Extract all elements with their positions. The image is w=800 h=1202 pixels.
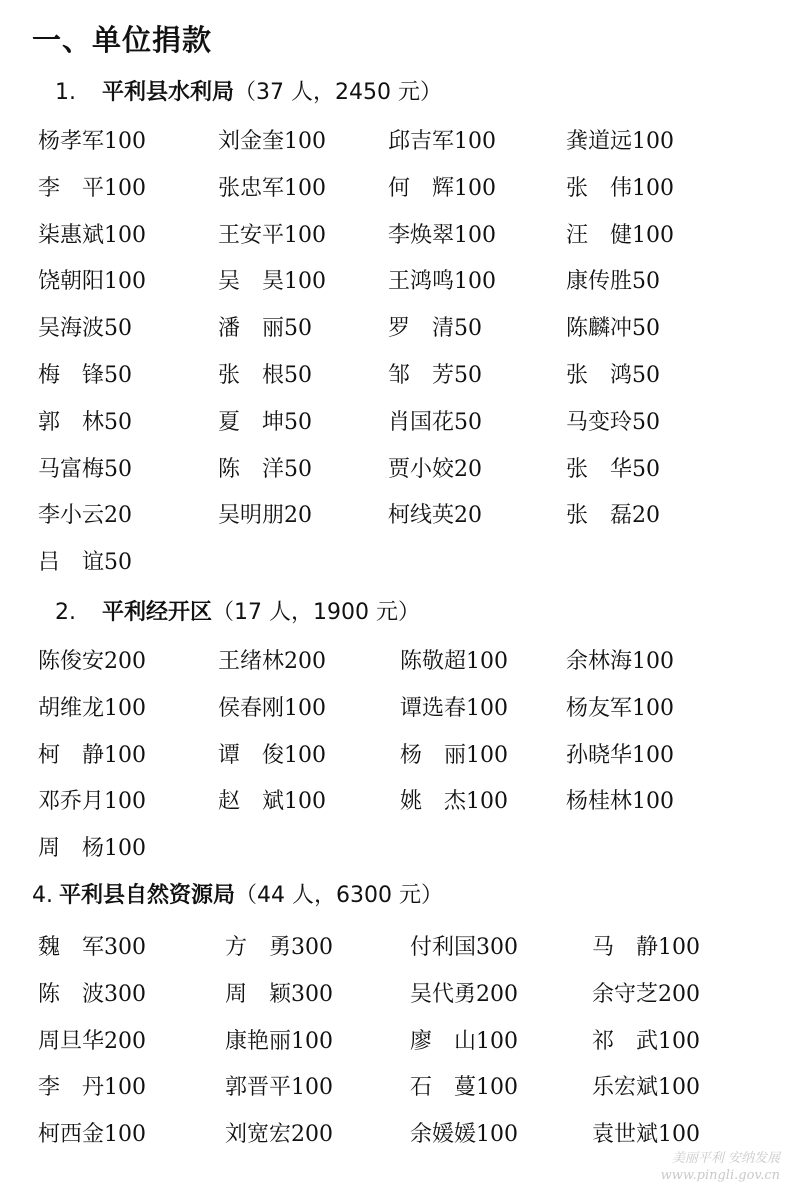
donor-entry xyxy=(38,356,132,396)
donor-name: 陈 波 xyxy=(38,981,105,1007)
donor-name: 杨桂林 xyxy=(566,789,633,815)
donor-name: 刘金奎 xyxy=(218,129,285,154)
donor-name: 柯西金 xyxy=(38,1122,105,1148)
donation-amount: 100 xyxy=(284,222,327,248)
donor-entry xyxy=(225,975,333,1015)
donor-name: 李小云 xyxy=(38,503,105,529)
donation-amount: 100 xyxy=(632,789,675,815)
donation-amount: 100 xyxy=(466,695,509,721)
donor-entry xyxy=(388,169,496,209)
donor-entry xyxy=(38,403,132,443)
donation-amount: 50 xyxy=(104,363,133,388)
donor-entry xyxy=(38,309,132,349)
section-name: 平利县自然资源局 xyxy=(59,883,236,908)
donor-entry xyxy=(566,496,660,536)
donor-name: 陈敬超 xyxy=(400,649,467,674)
donation-amount: 50 xyxy=(454,409,483,435)
donor-entry xyxy=(225,1115,333,1155)
donor-entry xyxy=(592,928,700,968)
donation-amount: 100 xyxy=(466,789,509,815)
donation-amount: 100 xyxy=(454,175,497,201)
donor-entry xyxy=(38,975,146,1015)
donation-amount: 50 xyxy=(454,363,483,388)
donor-entry xyxy=(218,309,312,349)
donor-entry xyxy=(388,403,482,443)
donation-amount: 300 xyxy=(104,981,147,1007)
donor-entry xyxy=(38,169,146,209)
donor-name: 康艳丽 xyxy=(225,1028,292,1054)
donor-name: 陈俊安 xyxy=(38,649,105,674)
donation-amount: 100 xyxy=(632,175,675,201)
donor-name: 吴海波 xyxy=(38,316,105,342)
section-name: 平利经开区 xyxy=(102,600,213,625)
donation-amount: 100 xyxy=(284,789,327,815)
donor-name: 李 平 xyxy=(38,175,105,201)
donation-amount: 100 xyxy=(454,269,497,295)
section-name: 平利县水利局 xyxy=(102,80,235,105)
donor-name: 罗 清 xyxy=(388,316,455,342)
site-watermark xyxy=(661,1150,780,1184)
donor-name: 陈麟冲 xyxy=(566,316,633,342)
donor-entry xyxy=(592,975,700,1015)
donor-entry xyxy=(38,216,146,256)
donor-name: 汪 健 xyxy=(566,222,633,248)
donor-entry xyxy=(592,1068,700,1108)
donor-name: 饶朝阳 xyxy=(38,269,105,295)
donation-amount: 20 xyxy=(632,503,661,529)
donor-entry xyxy=(38,450,132,490)
section-title xyxy=(55,595,420,626)
donation-amount: 50 xyxy=(104,316,133,342)
donor-entry xyxy=(400,736,508,776)
donation-amount: 100 xyxy=(476,1122,519,1148)
donor-name: 付利国 xyxy=(410,935,477,960)
donor-name: 陈 洋 xyxy=(218,456,285,482)
donation-amount: 200 xyxy=(658,981,701,1007)
donor-name: 张 伟 xyxy=(566,175,633,201)
donor-entry xyxy=(388,309,482,349)
donor-entry xyxy=(38,736,146,776)
donation-amount: 100 xyxy=(632,222,675,248)
donor-name: 刘宽宏 xyxy=(225,1122,292,1148)
section-title xyxy=(32,878,443,909)
donor-name: 柯线英 xyxy=(388,503,455,529)
donor-name: 王安平 xyxy=(218,222,285,248)
donation-amount: 100 xyxy=(632,649,675,674)
donor-name: 吴 昊 xyxy=(218,269,285,295)
donation-amount: 300 xyxy=(104,935,147,960)
donation-amount: 20 xyxy=(454,456,483,482)
donor-entry xyxy=(592,1022,700,1062)
donor-name: 余林海 xyxy=(566,649,633,674)
donor-entry xyxy=(388,262,496,302)
donor-entry xyxy=(218,496,312,536)
donor-name: 贾小姣 xyxy=(388,456,455,482)
donor-name: 王鸿鸣 xyxy=(388,269,455,295)
section-number: 2. xyxy=(55,600,76,625)
section-number: 4. xyxy=(32,883,53,908)
donor-entry xyxy=(388,216,496,256)
watermark-slogan: 美丽平利 安纳发展 xyxy=(671,1151,780,1166)
donor-name: 张忠军 xyxy=(218,175,285,201)
donor-name: 李 丹 xyxy=(38,1075,105,1101)
donation-amount: 300 xyxy=(291,981,334,1007)
donation-amount: 50 xyxy=(284,363,313,388)
donor-entry xyxy=(218,403,312,443)
donor-name: 邱吉军 xyxy=(388,129,455,154)
donation-amount: 100 xyxy=(632,742,675,768)
donor-entry xyxy=(388,122,496,162)
donor-entry xyxy=(38,829,146,869)
donation-amount: 100 xyxy=(658,1028,701,1054)
donation-amount: 100 xyxy=(466,742,509,768)
section-number: 1. xyxy=(55,80,76,105)
donor-name: 马变玲 xyxy=(566,409,633,435)
donation-amount: 100 xyxy=(104,1122,147,1148)
section-summary: （37 人，2450 元） xyxy=(234,80,442,105)
donor-entry xyxy=(38,1022,146,1062)
donor-entry xyxy=(218,169,326,209)
donor-name: 方 勇 xyxy=(225,935,292,960)
donor-name: 柒惠斌 xyxy=(38,222,105,248)
donor-name: 侯春刚 xyxy=(218,695,285,721)
donor-entry xyxy=(38,782,146,822)
donation-amount: 20 xyxy=(104,503,133,529)
donor-name: 王绪林 xyxy=(218,649,285,674)
donation-amount: 100 xyxy=(104,175,147,201)
donation-amount: 50 xyxy=(454,316,483,342)
donor-name: 康传胜 xyxy=(566,269,633,295)
donation-amount: 50 xyxy=(104,550,133,576)
donor-entry xyxy=(566,736,674,776)
donor-entry xyxy=(225,1068,333,1108)
donor-name: 郭晋平 xyxy=(225,1075,292,1101)
donor-entry xyxy=(400,689,508,729)
donor-name: 龚道远 xyxy=(566,129,633,154)
donor-entry xyxy=(218,450,312,490)
donor-name: 姚 杰 xyxy=(400,789,467,815)
donation-amount: 100 xyxy=(466,649,509,674)
donation-amount: 50 xyxy=(632,363,661,388)
donor-name: 周旦华 xyxy=(38,1028,105,1054)
donation-amount: 100 xyxy=(632,129,675,154)
donor-entry xyxy=(218,356,312,396)
donation-amount: 20 xyxy=(284,503,313,529)
donor-name: 周 颖 xyxy=(225,981,292,1007)
donor-entry xyxy=(566,356,660,396)
donor-name: 杨 丽 xyxy=(400,742,467,768)
donation-amount: 50 xyxy=(284,409,313,435)
donor-name: 周 杨 xyxy=(38,836,105,862)
donor-name: 柯 静 xyxy=(38,742,105,768)
donor-name: 孙晓华 xyxy=(566,742,633,768)
donor-entry xyxy=(38,689,146,729)
donation-amount: 100 xyxy=(104,742,147,768)
donor-name: 祁 武 xyxy=(592,1028,659,1054)
donor-name: 张 磊 xyxy=(566,503,633,529)
donation-amount: 100 xyxy=(284,742,327,768)
donation-amount: 200 xyxy=(104,1028,147,1054)
donor-entry xyxy=(410,1115,518,1155)
section-summary: （17 人，1900 元） xyxy=(212,600,420,625)
donor-name: 杨孝军 xyxy=(38,129,105,154)
donor-name: 邹 芳 xyxy=(388,363,455,388)
donor-entry xyxy=(410,928,518,968)
donation-amount: 100 xyxy=(284,175,327,201)
donor-name: 余媛媛 xyxy=(410,1122,477,1148)
donor-entry xyxy=(566,262,660,302)
donation-amount: 50 xyxy=(104,456,133,482)
donor-name: 吕 谊 xyxy=(38,550,105,576)
donation-amount: 100 xyxy=(104,695,147,721)
donor-entry xyxy=(566,216,674,256)
donor-entry xyxy=(38,262,146,302)
donation-amount: 100 xyxy=(658,1122,701,1148)
donor-entry xyxy=(218,262,326,302)
donation-amount: 50 xyxy=(284,456,313,482)
donation-amount: 300 xyxy=(476,935,519,960)
donor-entry xyxy=(38,928,146,968)
donor-name: 吴代勇 xyxy=(410,981,477,1007)
donation-amount: 50 xyxy=(632,409,661,435)
section-title xyxy=(55,75,442,106)
donation-amount: 100 xyxy=(104,129,147,154)
donation-amount: 100 xyxy=(104,269,147,295)
donor-name: 廖 山 xyxy=(410,1028,477,1054)
donor-entry xyxy=(566,642,674,682)
donation-amount: 200 xyxy=(476,981,519,1007)
donation-amount: 100 xyxy=(658,1075,701,1101)
donor-entry xyxy=(400,642,508,682)
donor-entry xyxy=(566,689,674,729)
donation-amount: 100 xyxy=(291,1075,334,1101)
donor-name: 赵 斌 xyxy=(218,789,285,815)
donor-name: 潘 丽 xyxy=(218,316,285,342)
donor-entry xyxy=(388,450,482,490)
donor-entry xyxy=(218,122,326,162)
donor-name: 魏 军 xyxy=(38,935,105,960)
donor-entry xyxy=(38,1115,146,1155)
donor-name: 余守芝 xyxy=(592,981,659,1007)
donation-amount: 100 xyxy=(476,1028,519,1054)
donor-name: 胡维龙 xyxy=(38,695,105,721)
donation-amount: 100 xyxy=(632,695,675,721)
donation-amount: 50 xyxy=(632,269,661,295)
donor-entry xyxy=(566,122,674,162)
donor-name: 张 鸿 xyxy=(566,363,633,388)
donation-amount: 200 xyxy=(284,649,327,674)
donation-amount: 100 xyxy=(658,935,701,960)
donation-amount: 50 xyxy=(284,316,313,342)
donation-amount: 50 xyxy=(632,456,661,482)
donation-amount: 100 xyxy=(284,695,327,721)
donation-amount: 100 xyxy=(104,836,147,862)
section-summary: （44 人，6300 元） xyxy=(235,883,443,908)
donation-amount: 100 xyxy=(104,222,147,248)
donor-name: 梅 锋 xyxy=(38,363,105,388)
donor-name: 袁世斌 xyxy=(592,1122,659,1148)
donor-entry xyxy=(38,543,132,583)
donor-entry xyxy=(218,216,326,256)
donor-entry xyxy=(566,169,674,209)
donation-amount: 300 xyxy=(291,935,334,960)
donor-name: 肖国花 xyxy=(388,409,455,435)
donor-name: 马 静 xyxy=(592,935,659,960)
donor-name: 马富梅 xyxy=(38,456,105,482)
donation-amount: 100 xyxy=(454,129,497,154)
donor-name: 邓乔月 xyxy=(38,789,105,815)
donor-name: 郭 林 xyxy=(38,409,105,435)
donor-entry xyxy=(566,450,660,490)
donor-entry xyxy=(566,782,674,822)
donor-entry xyxy=(218,736,326,776)
donation-amount: 100 xyxy=(104,1075,147,1101)
donor-entry xyxy=(225,1022,333,1062)
donor-name: 夏 坤 xyxy=(218,409,285,435)
donor-name: 杨友军 xyxy=(566,695,633,721)
donor-entry xyxy=(400,782,508,822)
watermark-url: www.pingli.gov.cn xyxy=(660,1168,780,1183)
donor-name: 谭 俊 xyxy=(218,742,285,768)
donor-entry xyxy=(225,928,333,968)
donation-amount: 100 xyxy=(476,1075,519,1101)
donation-amount: 100 xyxy=(104,789,147,815)
donor-entry xyxy=(38,642,146,682)
donor-name: 张 华 xyxy=(566,456,633,482)
donor-name: 石 蔓 xyxy=(410,1075,477,1101)
donation-amount: 100 xyxy=(291,1028,334,1054)
donation-amount: 200 xyxy=(291,1122,334,1148)
donor-entry xyxy=(388,356,482,396)
page-heading: 一、单位捐款 xyxy=(32,23,213,57)
donor-entry xyxy=(218,689,326,729)
donor-entry xyxy=(410,975,518,1015)
donor-entry xyxy=(410,1022,518,1062)
donation-amount: 50 xyxy=(104,409,133,435)
donor-name: 何 辉 xyxy=(388,175,455,201)
donor-entry xyxy=(38,496,132,536)
donor-entry xyxy=(566,309,660,349)
donor-entry xyxy=(38,1068,146,1108)
donation-amount: 100 xyxy=(284,129,327,154)
donor-name: 乐宏斌 xyxy=(592,1075,659,1101)
donor-entry xyxy=(566,403,660,443)
donor-name: 李焕翠 xyxy=(388,222,455,248)
donation-amount: 20 xyxy=(454,503,483,529)
donation-amount: 100 xyxy=(284,269,327,295)
donation-amount: 50 xyxy=(632,316,661,342)
donor-entry xyxy=(218,642,326,682)
donor-name: 吴明朋 xyxy=(218,503,285,529)
donor-entry xyxy=(218,782,326,822)
donor-entry xyxy=(388,496,482,536)
donation-amount: 100 xyxy=(454,222,497,248)
donor-entry xyxy=(38,122,146,162)
donor-name: 谭选春 xyxy=(400,695,467,721)
donation-amount: 200 xyxy=(104,649,147,674)
donor-name: 张 根 xyxy=(218,363,285,388)
donor-entry xyxy=(410,1068,518,1108)
